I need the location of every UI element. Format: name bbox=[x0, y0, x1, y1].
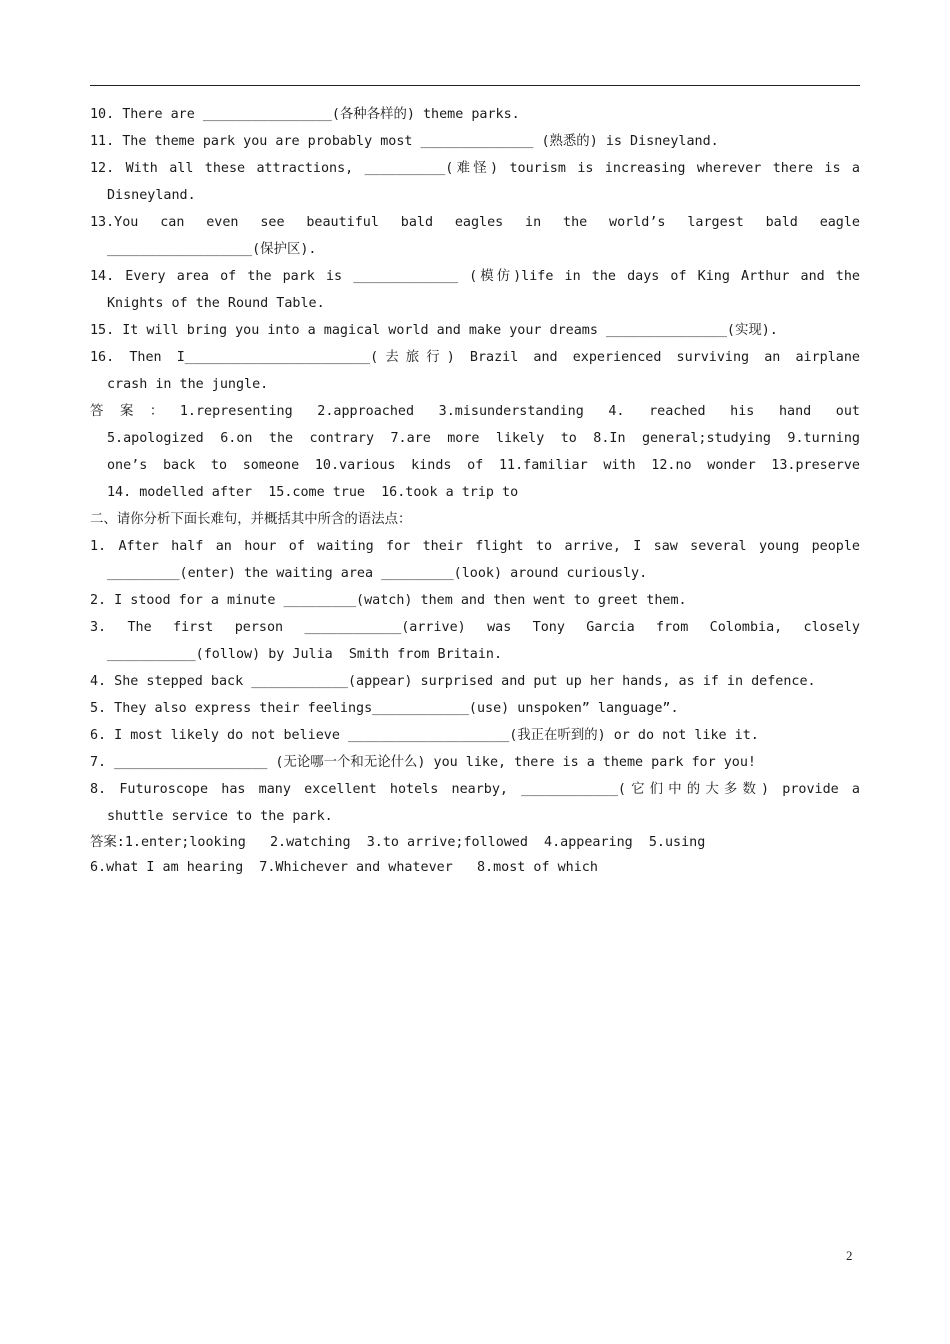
answers-1-line4: 14. modelled after 15.come true 16.took a trip to bbox=[107, 485, 519, 500]
question-15: 15. It will bring you into a magical world and make your dreams _______________(实现). bbox=[90, 323, 778, 338]
question-16-line2: crash in the jungle. bbox=[107, 377, 269, 392]
question-13-line2: __________________(保护区). bbox=[107, 242, 317, 257]
question-16-line1: 16. Then I_______________________(去旅行) Brazil and experienced surviving an airplane bbox=[90, 350, 860, 365]
sentence-7: 7. ___________________ (无论哪一个和无论什么) you like, there is a theme park for you! bbox=[90, 755, 756, 770]
question-12-line2: Disneyland. bbox=[107, 188, 196, 203]
sentence-1-line1: 1. After half an hour of waiting for their flight to arrive, I saw several young people bbox=[90, 539, 860, 554]
sentence-2: 2. I stood for a minute _________(watch) them and then went to greet them. bbox=[90, 593, 687, 608]
sentence-8-line2: shuttle service to the park. bbox=[107, 809, 333, 824]
sentence-4: 4. She stepped back ____________(appear) surprised and put up her hands, as if in defence. bbox=[90, 674, 816, 689]
sentence-6: 6. I most likely do not believe ____________________(我正在听到的) or do not like it. bbox=[90, 728, 759, 743]
question-12-line1: 12. With all these attractions, __________(难怪) tourism is increasing wherever there is a bbox=[90, 161, 860, 176]
question-14-line1: 14. Every area of the park is _____________ (模仿)life in the days of King Arthur and the bbox=[90, 269, 860, 284]
answers-1-line2: 5.apologized 6.on the contrary 7.are more likely to 8.In general;studying 9.turning bbox=[107, 431, 860, 446]
header-rule bbox=[90, 85, 860, 86]
question-11: 11. The theme park you are probably most ______________ (熟悉的) is Disneyland. bbox=[90, 134, 719, 149]
question-14-line2: Knights of the Round Table. bbox=[107, 296, 325, 311]
answers-2-line2: 6.what I am hearing 7.Whichever and whatever 8.most of which bbox=[90, 860, 598, 875]
question-13-line1: 13.You can even see beautiful bald eagles in the world’s largest bald eagle bbox=[90, 215, 860, 230]
section-2-heading: 二、请你分析下面长难句，并概括其中所含的语法点： bbox=[90, 512, 412, 527]
worksheet-content bbox=[90, 101, 860, 880]
sentence-5: 5. They also express their feelings____________(use) unspoken” language”. bbox=[90, 701, 679, 716]
answers-1-line3: one’s back to someone 10.various kinds of 11.familiar with 12.no wonder 13.preserve bbox=[107, 458, 860, 473]
sentence-3-line2: ___________(follow) by Julia Smith from Britain. bbox=[107, 647, 503, 662]
answers-2-line1: 答案:1.enter;looking 2.watching 3.to arrive;followed 4.appearing 5.using bbox=[90, 835, 706, 850]
question-10: 10. There are ________________(各种各样的) theme parks. bbox=[90, 107, 520, 122]
sentence-3-line1: 3. The first person ____________(arrive) was Tony Garcia from Colombia, closely bbox=[90, 620, 860, 635]
sentence-1-line2: _________(enter) the waiting area _________(look) around curiously. bbox=[107, 566, 648, 581]
page-number: 2 bbox=[846, 1248, 853, 1263]
sentence-8-line1: 8. Futuroscope has many excellent hotels nearby, ____________(它们中的大多数) provide a bbox=[90, 782, 860, 797]
answers-1-line1: 答案：1.representing 2.approached 3.misunderstanding 4. reached his hand out bbox=[90, 404, 860, 419]
